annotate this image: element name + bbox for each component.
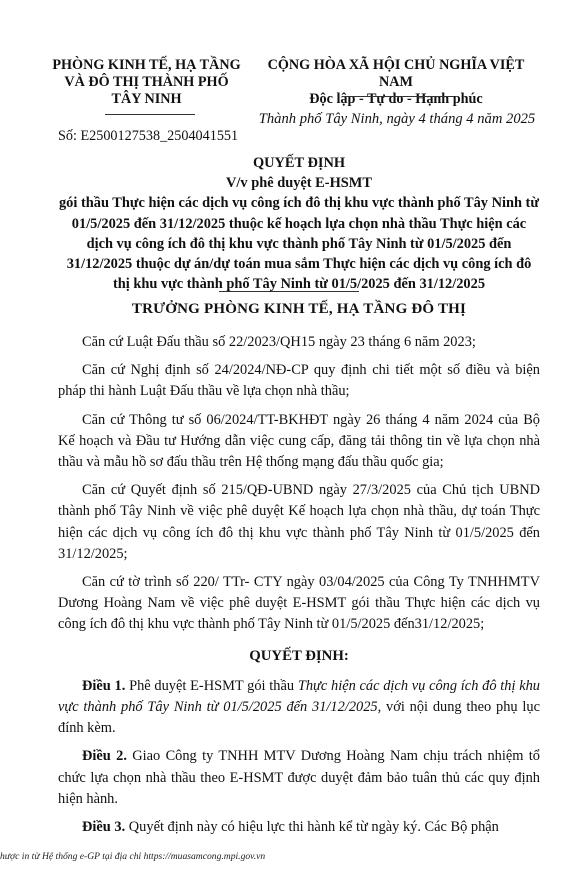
decision-heading: QUYẾT ĐỊNH: xyxy=(249,647,349,664)
print-source-footer: hược in từ Hệ thống e-GP tại địa chỉ https://muasamcong.mpi.gov.vn xyxy=(0,851,266,862)
article-label: Điều 1. xyxy=(82,677,126,694)
title-underline xyxy=(219,291,359,292)
document-body xyxy=(58,332,540,845)
article-2 xyxy=(58,746,540,810)
place-date: Thành phố Tây Ninh, ngày 4 tháng 4 năm 2025 xyxy=(258,111,536,127)
nation-name: CỘNG HÒA XÃ HỘI CHỦ NGHĨA VIỆT NAM xyxy=(267,57,525,90)
agency-line-1: PHÒNG KINH TẾ, HẠ TẦNG xyxy=(52,57,241,73)
document-number: Số: E2500127538_2504041551 xyxy=(58,128,239,144)
title-subject: V/v phê duyệt E-HSMT xyxy=(226,175,372,192)
article-1 xyxy=(58,676,540,740)
decision-title xyxy=(58,153,540,294)
legal-basis: Căn cứ Quyết định số 215/QĐ-UBND ngày 27/3/2025 của Chủ tịch UBND thành phố Tây Ninh về việc phê duyệt Kế hoạch lựa chọn nhà thầu, dự toán Thực hiện các dịch vụ công ích đô thị khu vực thành phố Tây Ninh từ 01/5/2025 đến 31/12/2025; xyxy=(58,482,540,562)
national-motto: Độc lập - Tự do - Hạnh phúc xyxy=(309,91,483,107)
agency-line-3: TÂY NINH xyxy=(111,91,182,107)
legal-basis: Căn cứ tờ trình số 220/ TTr- CTY ngày 03/04/2025 của Công Ty TNHHMTV Dương Hoàng Nam về việc phê duyệt E-HSMT gói thầu Thực hiện các dịch vụ công ích đô thị khu vực thành phố Tây Ninh từ 01/5/2025 đến31/12/2025; xyxy=(58,574,540,633)
issuing-authority: TRƯỞNG PHÒNG KINH TẾ, HẠ TẦNG ĐÔ THỊ xyxy=(131,301,467,317)
legal-basis: Căn cứ Luật Đấu thầu số 22/2023/QH15 ngày 23 tháng 6 năm 2023; xyxy=(82,334,476,350)
article-3 xyxy=(58,817,540,838)
article-text: Giao Công ty TNHH MTV Dương Hoàng Nam chịu trách nhiệm tổ chức lựa chọn nhà thầu theo E-HSMT được duyệt đảm bảo tuân thủ các quy định hiện hành. xyxy=(58,748,540,807)
agency-line-2: VÀ ĐÔ THỊ THÀNH PHỐ xyxy=(64,74,229,90)
agency-underline xyxy=(105,114,195,115)
title-description: gói thầu Thực hiện các dịch vụ công ích đô thị khu vực thành phố Tây Ninh từ 01/5/2025 đến 31/12/2025 thuộc kế hoạch lựa chọn nhà thầu Thực hiện các dịch vụ công ích đô thị khu vực thành phố Tây Ninh từ 01/5/2025 đến 31/12/2025 thuộc dự án/dự toán mua sắm Thực hiện các dịch vụ công ích đô thị khu vực thành phố Tây Ninh từ 01/5/2025 đến 31/12/2025 xyxy=(58,195,539,293)
package-name: Thực hiện các dịch vụ công ích đô thị khu vực thành phố Tây Ninh từ 01/5/2025 đến 31/12/2025, xyxy=(58,677,540,716)
article-text: với nội dung theo phụ lục đính kèm. xyxy=(58,699,540,737)
article-text: Phê duyệt E-HSMT gói thầu xyxy=(125,677,298,694)
national-header xyxy=(252,57,540,108)
article-label: Điều 2. xyxy=(82,748,127,765)
issuing-agency xyxy=(44,57,249,108)
legal-basis: Căn cứ Thông tư số 06/2024/TT-BKHĐT ngày 26 tháng 4 năm 2024 của Bộ Kế hoạch và Đầu tư Hướng dẫn việc cung cấp, đăng tải thông tin về lựa chọn nhà thầu và mẫu hồ sơ đấu thầu trên Hệ thống mạng đấu thầu quốc gia; xyxy=(58,411,540,471)
legal-basis: Căn cứ Nghị định số 24/2024/NĐ-CP quy định chi tiết một số điều và biện pháp thi hành Luật Đấu thầu về lựa chọn nhà thầu; xyxy=(58,362,540,400)
article-label: Điều 3. xyxy=(82,819,126,836)
motto-underline xyxy=(342,96,454,97)
article-text: Quyết định này có hiệu lực thi hành kể từ ngày ký. Các Bộ phận xyxy=(125,819,499,836)
title-heading: QUYẾT ĐỊNH xyxy=(252,155,346,171)
